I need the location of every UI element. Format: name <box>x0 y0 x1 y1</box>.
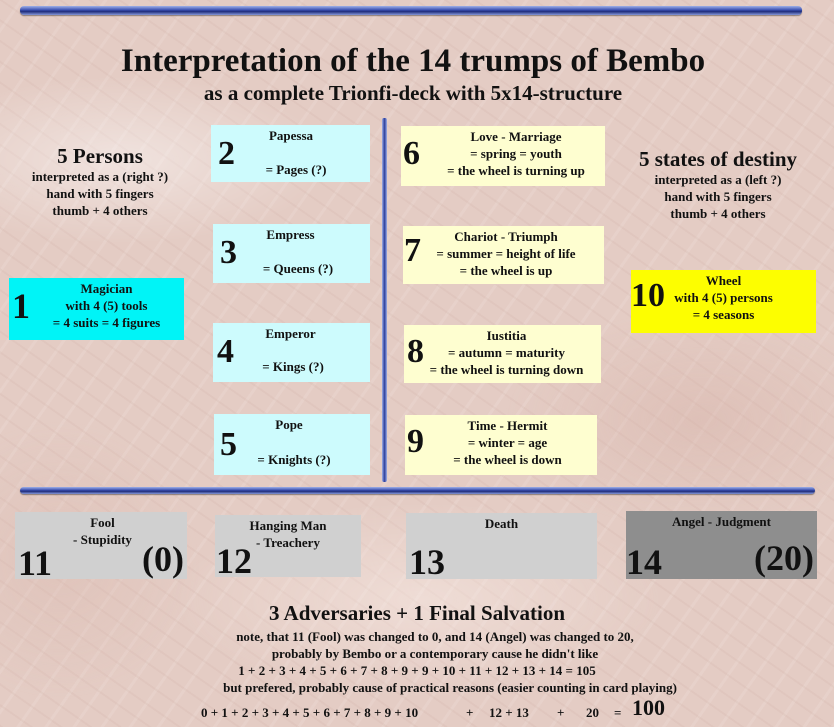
card-papessa <box>211 125 370 182</box>
top-divider-bar <box>20 6 802 15</box>
sum-part: + <box>557 705 565 720</box>
card-name: Papessa <box>268 128 314 143</box>
destiny-heading-title: 5 states of destiny <box>638 147 798 171</box>
persons-heading-title: 5 Persons <box>57 144 143 168</box>
card-number: 7 <box>404 232 421 269</box>
card-name: Time - Hermit <box>467 418 548 433</box>
card-desc: = Kings (?) <box>262 359 324 374</box>
card-hanging-man <box>215 515 361 581</box>
card-empress <box>213 224 370 283</box>
page-subtitle: as a complete Trionfi-deck with 5x14-structure <box>203 81 623 105</box>
card-line: = the wheel is up <box>459 263 553 278</box>
footer-sum: 1 + 2 + 3 + 4 + 5 + 6 + 7 + 8 + 9 + 9 + 10 + 11 + 12 + 13 + 14 = 105 <box>238 663 596 678</box>
card-desc: = Queens (?) <box>262 261 334 276</box>
card-line: with 4 (5) tools <box>65 298 148 313</box>
card-number: 9 <box>407 423 424 460</box>
card-name: Iustitia <box>486 328 527 343</box>
footer-sum-final <box>201 695 681 724</box>
card-line: = spring = youth <box>470 146 562 161</box>
card-number: 1 <box>12 286 30 326</box>
card-sub: - Treachery <box>256 535 320 550</box>
card-sub: - Stupidity <box>73 532 132 547</box>
card-alt-number: (20) <box>754 538 814 578</box>
destiny-heading <box>620 147 816 222</box>
card-name: Magician <box>80 281 133 296</box>
card-number: 4 <box>217 333 234 370</box>
sum-result: 100 <box>632 695 665 720</box>
sum-part: 0 + 1 + 2 + 3 + 4 + 5 + 6 + 7 + 8 + 9 + 10 <box>201 705 419 720</box>
sum-part: = <box>614 705 622 720</box>
card-desc: = Knights (?) <box>257 452 331 467</box>
card-name: Pope <box>275 417 303 432</box>
card-line: = 4 seasons <box>692 307 755 322</box>
card-death <box>406 513 597 582</box>
sum-part: + <box>466 705 474 720</box>
card-wheel <box>631 270 816 333</box>
card-line: = the wheel is turning down <box>429 362 584 377</box>
persons-heading-line: thumb + 4 others <box>52 203 148 218</box>
card-number: 2 <box>218 135 235 172</box>
card-number: 3 <box>220 234 237 271</box>
middle-divider-bar <box>20 487 815 494</box>
card-desc: = Pages (?) <box>265 162 327 177</box>
card-iustitia <box>404 325 601 383</box>
card-line: = 4 suits = 4 figures <box>52 315 161 330</box>
persons-heading-line: hand with 5 fingers <box>46 186 154 201</box>
card-line: = the wheel is down <box>453 452 562 467</box>
footer-note: but prefered, probably cause of practical reasons (easier counting in card playing) <box>223 680 677 695</box>
card-chariot-triumph <box>403 226 604 284</box>
card-line: = the wheel is turning up <box>447 163 585 178</box>
card-number: 10 <box>631 277 665 314</box>
card-number: 6 <box>403 135 420 172</box>
card-name: Hanging Man <box>249 518 327 533</box>
card-name: Wheel <box>705 273 742 288</box>
card-emperor <box>213 323 370 382</box>
card-number: 5 <box>220 426 237 463</box>
destiny-heading-line: thumb + 4 others <box>670 206 766 221</box>
card-name: Chariot - Triumph <box>454 229 558 244</box>
card-number: 12 <box>216 541 252 581</box>
card-name: Death <box>484 516 519 531</box>
persons-heading <box>10 144 190 219</box>
card-line: = winter = age <box>467 435 548 450</box>
card-name: Love - Marriage <box>470 129 562 144</box>
destiny-heading-line: interpreted as a (left ?) <box>654 172 782 187</box>
card-alt-number: (0) <box>142 539 184 579</box>
card-line: = summer = height of life <box>436 246 576 261</box>
footer-note: note, that 11 (Fool) was changed to 0, and 14 (Angel) was changed to 20, <box>236 629 634 644</box>
card-line: = autumn = maturity <box>447 345 565 360</box>
card-name: Angel - Judgment <box>672 514 771 529</box>
card-love-marriage <box>401 126 605 186</box>
vertical-divider-bar <box>382 118 387 482</box>
footer-heading: 3 Adversaries + 1 Final Salvation <box>268 601 566 625</box>
sum-part: 12 + 13 <box>489 705 529 720</box>
card-pope <box>214 414 370 475</box>
card-fool <box>15 512 187 583</box>
footer-note: probably by Bembo or a contemporary cause he didn't like <box>271 646 599 661</box>
card-magician <box>9 278 184 340</box>
card-name: Fool <box>90 515 115 530</box>
destiny-heading-line: hand with 5 fingers <box>664 189 772 204</box>
card-time-hermit <box>405 415 597 475</box>
sum-part: 20 <box>586 705 599 720</box>
persons-heading-line: interpreted as a (right ?) <box>31 169 169 184</box>
page-title: Interpretation of the 14 trumps of Bembo <box>120 43 706 79</box>
card-angel-judgment <box>626 511 817 582</box>
card-name: Empress <box>266 227 315 242</box>
card-number: 11 <box>18 543 53 583</box>
card-number: 14 <box>626 542 662 582</box>
card-number: 8 <box>407 333 424 370</box>
card-number: 13 <box>409 542 445 582</box>
card-line: with 4 (5) persons <box>674 290 773 305</box>
card-name: Emperor <box>265 326 316 341</box>
